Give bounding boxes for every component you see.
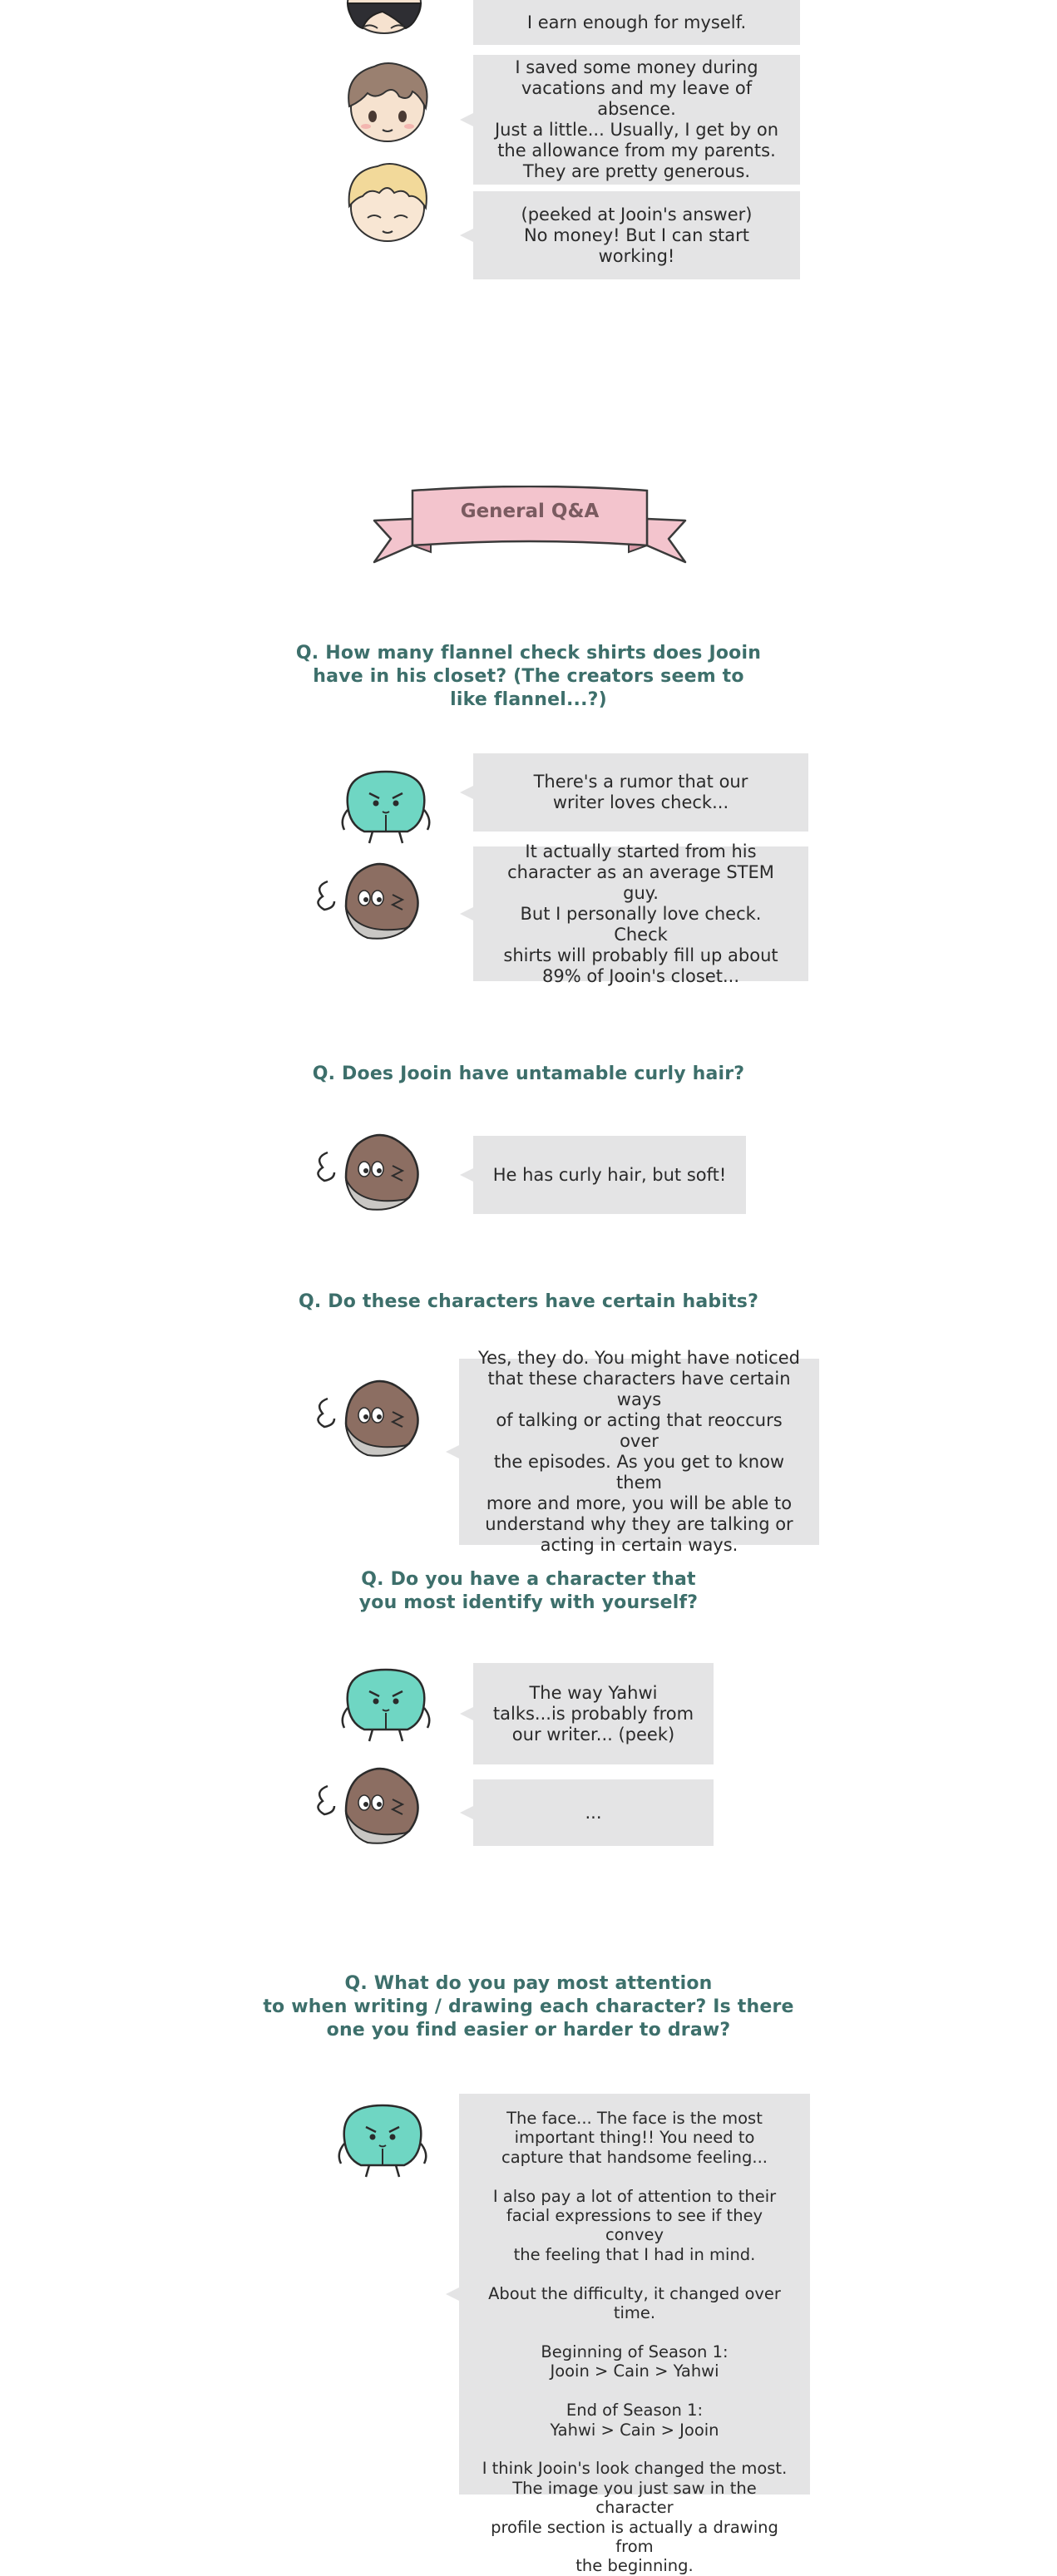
answer-text: He has curly hair, but soft! (492, 1164, 727, 1185)
answer-text: I earn enough for myself. (526, 12, 747, 32)
chestnut-mascot-icon (309, 1128, 431, 1219)
chestnut-mascot-icon (309, 856, 431, 948)
answer-text: There's a rumor that our writer loves check... (533, 772, 748, 812)
answer-bubble-stem-guy (473, 841, 808, 986)
dark-hair-character-icon (334, 0, 434, 38)
answer-bubble-curly-soft (473, 1136, 746, 1214)
answer-bubble-rumor (473, 753, 808, 832)
brown-hair-character-icon (336, 58, 439, 150)
answer-text: Yes, they do. You might have noticed that these characters have certain ways of talking or acting that reoccurs over the episodes. As you get to know them more and more, you will be able to understand why they are talking or acting in certain ways. (478, 1348, 800, 1555)
mint-mascot-icon (336, 765, 436, 848)
answer-text: ... (585, 1802, 602, 1823)
section-banner (373, 486, 687, 565)
answer-text: The face... The face is the most important thing!! You need to capture that handsome feeling... I also pay a lot of attention to their facial expressions to see if they convey the feeling that I had in mind. About the difficulty, it changed over time. Beginning of Season 1: Jooin > Cain > Yahwi End of Season 1: Yahwi > Cain > Jooin I think Jooin's look changed the most. The image you just saw in the character profile section is actually a drawing from the beginning. (482, 2109, 788, 2576)
question-habits: Q. Do these characters have certain habits? (298, 1291, 759, 1312)
section-banner-label: General Q&A (460, 501, 600, 522)
chestnut-mascot-icon (309, 1761, 431, 1853)
mint-mascot-icon (333, 2099, 432, 2182)
answer-text: (peeked at Jooin's answer) No money! But I can start working! (521, 204, 753, 266)
answer-bubble-no-money (473, 191, 800, 279)
answer-bubble-face (459, 2094, 810, 2576)
mint-mascot-icon (336, 1663, 436, 1746)
answer-text: It actually started from his character as an average STEM guy. But I personally love check. Check shirts will probably fill up about 89% of Jooin's closet... (503, 841, 778, 986)
answer-bubble-earn (473, 0, 800, 45)
answer-text: I saved some money during vacations and my leave of absence. Just a little... Usually, I get by on the allowance from my parents. They are pretty generous. (494, 57, 779, 181)
blond-character-icon (336, 156, 439, 248)
answer-text: The way Yahwi talks...is probably from our writer... (peek) (492, 1682, 694, 1744)
answer-bubble-habits (459, 1348, 819, 1555)
question-identify: Q. Do you have a character that you most identify with yourself? (358, 1569, 699, 1613)
answer-bubble-ellipsis (473, 1779, 714, 1846)
question-attention: Q. What do you pay most attention to when writing / drawing each character? Is there one you find easier or harder to draw? (263, 1973, 794, 2041)
answer-bubble-saved-money (473, 55, 800, 185)
question-flannel: Q. How many flannel check shirts does Jooin have in his closet? (The creators seem to like flannel...?) (295, 643, 762, 710)
question-curly-hair: Q. Does Jooin have untamable curly hair? (312, 1063, 745, 1084)
chestnut-mascot-icon (309, 1374, 431, 1465)
answer-bubble-yahwi-talks (473, 1663, 714, 1764)
